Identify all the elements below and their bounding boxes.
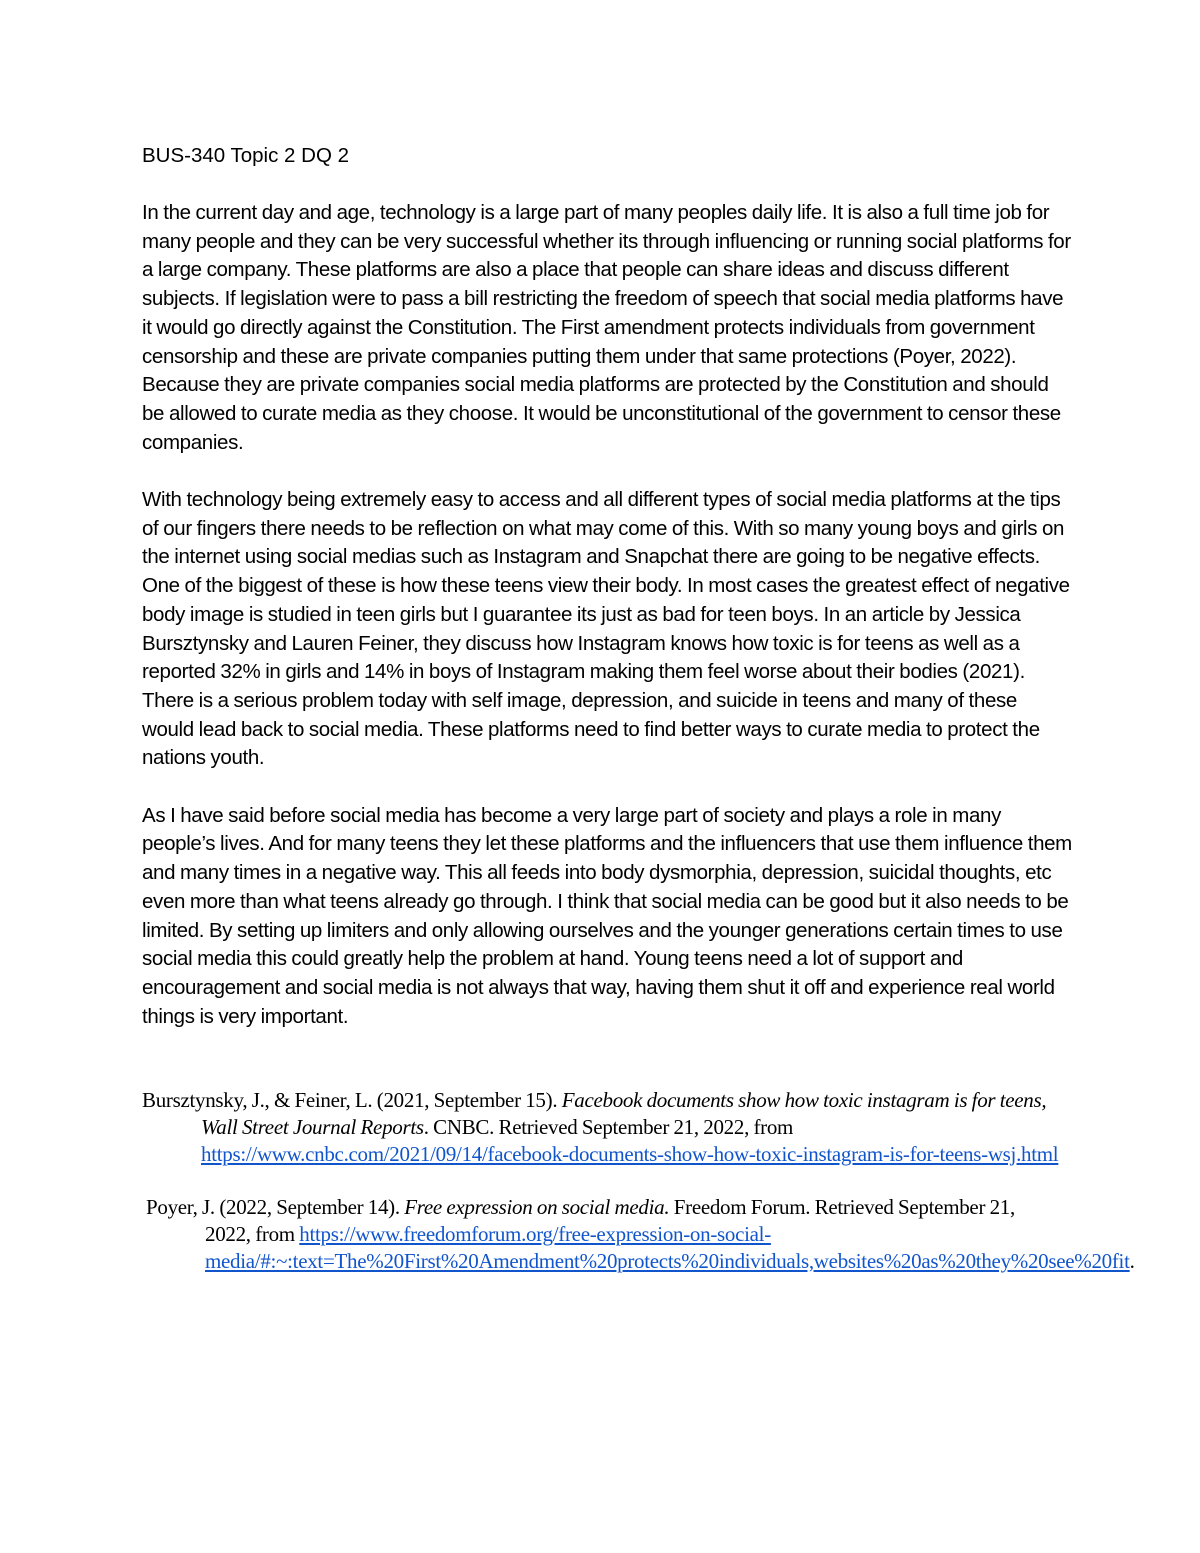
- body-paragraph-3: As I have said before social media has become a very large part of society and plays a role in many people’s lives. And for many teens they let these platforms and the influencers that use them influence them and many times in a negative way. This all feeds into body dysmorphia, depression, suicidal thoughts, etc even more than what teens already go through. I think that social media can be good but it also needs to be limited. By setting up limiters and only allowing ourselves and the younger generations certain times to use social media this could greatly help the problem at hand. Young teens need a lot of support and encouragement and social media is not always that way, having them shut it off and experience real world things is very important.: [142, 803, 1072, 1028]
- reference-list: [142, 1087, 1135, 1301]
- reference-link[interactable]: https://www.cnbc.com/2021/09/14/facebook-documents-show-how-toxic-instagram-is-for-teens-wsj.html: [201, 1142, 1059, 1166]
- body-paragraph-1: In the current day and age, technology is a large part of many peoples daily life. It is also a full time job for many people and they can be very successful whether its through influencing or running social platforms for a large company. These platforms are also a place that people can share ideas and discuss different subjects. If legislation were to pass a bill restricting the freedom of speech that social media platforms have it would go directly against the Constitution. The First amendment protects individuals from government censorship and these are private companies putting them under that same protections (Poyer, 2022). Because they are private companies social media platforms are protected by the Constitution and should be allowed to curate media as they choose. It would be unconstitutional of the government to censor these companies.: [142, 201, 1071, 454]
- reference-suffix: .: [1129, 1249, 1135, 1273]
- reference-entry-1: [142, 1087, 1062, 1168]
- body-paragraph-2: With technology being extremely easy to access and all different types of social media platforms at the tips of our fingers there needs to be reflection on what may come of this. With so many young boys and girls on the internet using social medias such as Instagram and Snapchat there are going to be negative effects. One of the biggest of these is how these teens view their body. In most cases the greatest effect of negative body image is studied in teen girls but I guarantee its just as bad for teen boys. In an article by Jessica Bursztynsky and Lauren Feiner, they discuss how Instagram knows how toxic is for teens as well as a reported 32% in girls and 14% in boys of Instagram making them feel worse about their bodies (2021). There is a serious problem today with self image, depression, and suicide in teens and many of these would lead back to social media. These platforms need to find better ways to curate media to protect the nations youth.: [142, 488, 1070, 770]
- document-title: BUS-340 Topic 2 DQ 2: [142, 144, 350, 167]
- reference-source: Freedom Forum. Retrieved September 21, 2022, from: [205, 1195, 1015, 1246]
- reference-authors-date: Bursztynsky, J., & Feiner, L. (2021, September 15).: [142, 1088, 562, 1112]
- reference-link[interactable]: https://www.freedomforum.org/free-expression-on-social-media/#:~:text=The%20First%20Amendment%20protects%20individuals,websites%20as%20they%20see%20fit: [205, 1222, 1130, 1273]
- reference-source: . CNBC. Retrieved September 21, 2022, from: [423, 1115, 794, 1139]
- reference-title: Facebook documents show how toxic instagram is for teens, Wall Street Journal Reports: [201, 1088, 1047, 1139]
- document-body: [142, 141, 1072, 1031]
- reference-title: Free expression on social media.: [404, 1195, 670, 1219]
- reference-entry-2: [146, 1194, 1135, 1275]
- reference-authors-date: Poyer, J. (2022, September 14).: [146, 1195, 405, 1219]
